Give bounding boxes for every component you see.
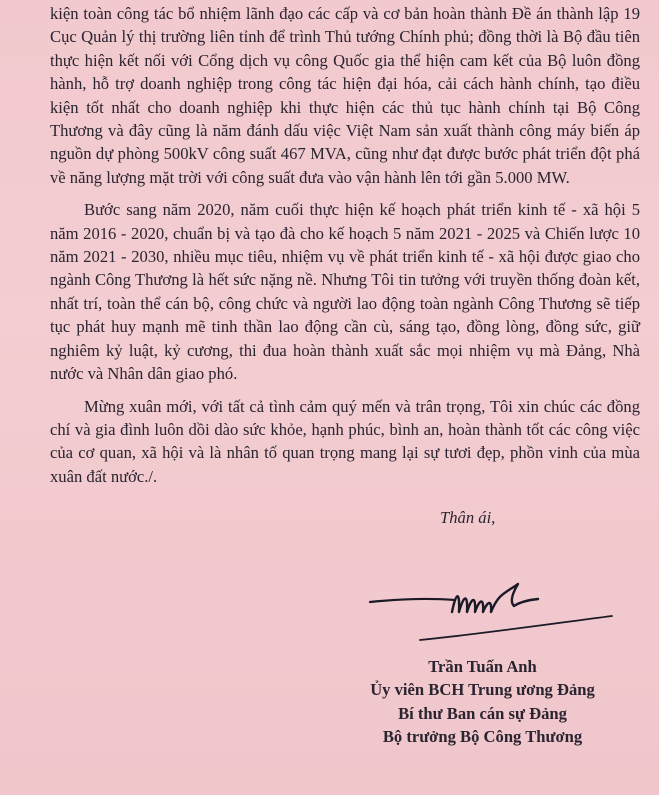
signer-name: Trần Tuấn Anh	[428, 657, 537, 676]
signer-block	[300, 655, 659, 749]
handwritten-signature	[360, 572, 620, 652]
paragraph-2020-outlook: Bước sang năm 2020, năm cuối thực hiện kế hoạch phát triển kinh tế - xã hội 5 năm 2016 - 2020, chuẩn bị và tạo đà cho kế hoạch 5 năm 2021 - 2025 và Chiến lược 10 năm 2021 - 2030, nhiều mục tiêu, nhiệm vụ về phát triển kinh tế - xã hội được giao cho ngành Công Thương là hết sức nặng nề. Nhưng Tôi tin tưởng với truyền thống đoàn kết, nhất trí, toàn thể cán bộ, công chức và người lao động toàn ngành Công Thương sẽ tiếp tục phát huy mạnh mẽ tinh thần lao động cần cù, sáng tạo, đồng lòng, đồng sức, giữ nghiêm kỷ luật, kỷ cương, thi đua hoàn thành xuất sắc mọi nhiệm vụ mà Đảng, Nhà nước và Nhân dân giao phó.	[50, 200, 640, 384]
paragraph-continuation: kiện toàn công tác bổ nhiệm lãnh đạo các cấp và cơ bản hoàn thành Đề án thành lập 19 Cục Quản lý thị trường liên tỉnh để trình Thủ tướng Chính phủ; đồng thời là Bộ đầu tiên thực hiện kết nối với Cổng dịch vụ công Quốc gia thể hiện cam kết của Bộ luôn đồng hành, hỗ trợ doanh nghiệp trong công tác hiện đại hóa, cải cách hành chính, tạo điều kiện tốt nhất cho doanh nghiệp khi thực hiện các thủ tục hành chính tại Bộ Công Thương và đây cũng là năm đánh dấu việc Việt Nam sản xuất thành công máy biến áp nguồn dự phòng 500kV công suất 467 MVA, cũng như đạt được bước phát triển đột phá về năng lượng mặt trời với công suất đưa vào vận hành lên tới gần 5.000 MW.	[50, 4, 640, 187]
signer-title-secretary: Bí thư Ban cán sự Đảng	[398, 703, 567, 723]
closing-salutation: Thân ái,	[440, 508, 496, 527]
paragraph-new-year-wishes: Mừng xuân mới, với tất cả tình cảm quý mến và trân trọng, Tôi xin chúc các đồng chí và gia đình luôn dồi dào sức khỏe, hạnh phúc, bình an, hoàn thành tốt các công việc của cơ quan, xã hội và là nhân tố quan trọng mang lại sự tươi đẹp, phồn vinh của mùa xuân đất nước./.	[50, 396, 640, 486]
signer-title-party: Ủy viên BCH Trung ương Đảng	[370, 680, 595, 700]
signer-title-minister: Bộ trưởng Bộ Công Thương	[382, 727, 583, 747]
letter-body	[50, 2, 640, 488]
